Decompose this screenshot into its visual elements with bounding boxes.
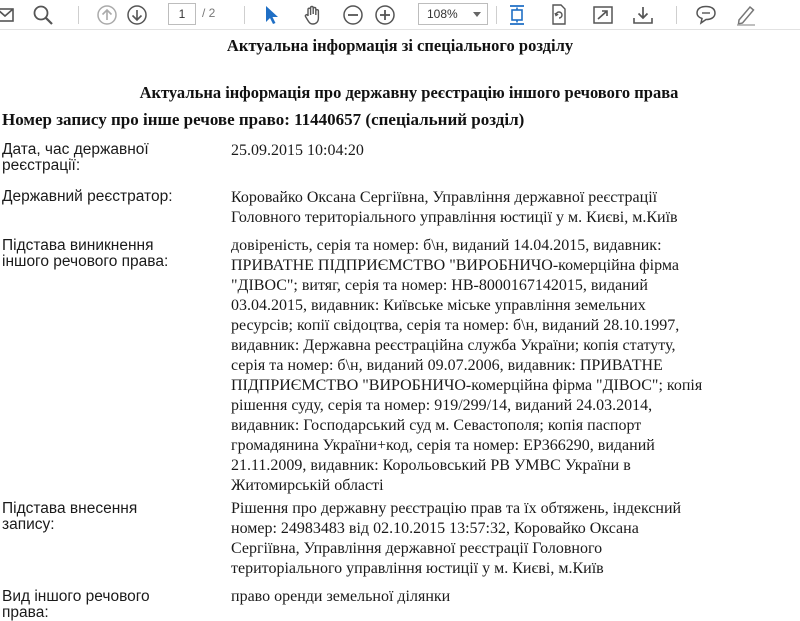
field-label-right-type: Вид іншого речового права:: [2, 588, 150, 621]
record-number: Номер запису про інше речове право: 11440657 (спеціальний розділ): [2, 110, 525, 129]
search-icon[interactable]: [30, 2, 56, 28]
document-heading: Актуальна інформація зі спеціального розділу: [226, 36, 574, 55]
page-total: / 2: [202, 6, 216, 20]
select-tool-icon[interactable]: [258, 2, 284, 28]
pdf-toolbar: [0, 0, 800, 30]
comment-icon[interactable]: [693, 2, 719, 28]
field-label-registrar: Державний реєстратор:: [2, 188, 173, 205]
field-value-registration-date: 25.09.2015 10:04:20: [231, 142, 364, 159]
field-value-basis-of-entry: Рішення про державну реєстрацію прав та їх обтяжень, індексний номер: 24983483 від 02.10.2015 13:57:32, Коровайко Оксана Сергіївна, Управління державної реєстрації Головного територіального управління юстиції у м. Києві, м.Київ: [231, 500, 682, 577]
field-label-basis-of-right: Підстава виникнення іншого речового права:: [2, 237, 169, 270]
zoom-level-value: 108%: [427, 7, 458, 21]
download-icon[interactable]: [630, 2, 656, 28]
email-icon[interactable]: [0, 2, 18, 28]
document-subheading: Актуальна інформація про державну реєстрацію іншого речового права: [139, 83, 679, 102]
next-page-button[interactable]: [124, 2, 150, 28]
fullscreen-icon[interactable]: [590, 2, 616, 28]
page-number-input[interactable]: 1: [168, 3, 196, 25]
field-value-right-type: право оренди земельної ділянки: [231, 588, 451, 605]
hand-tool-icon[interactable]: [300, 2, 326, 28]
previous-page-button[interactable]: [94, 2, 120, 28]
field-label-registration-date: Дата, час державної реєстрації:: [2, 141, 149, 174]
field-label-basis-of-entry: Підстава внесення запису:: [2, 500, 138, 533]
field-value-registrar: Коровайко Оксана Сергіївна, Управління державної реєстрації Головного територіального управління юстиції у м. Києві, м.Київ: [231, 189, 678, 226]
zoom-in-button[interactable]: [372, 2, 398, 28]
draw-pen-icon[interactable]: [733, 2, 759, 28]
zoom-out-button[interactable]: [340, 2, 366, 28]
rotate-page-icon[interactable]: [546, 2, 572, 28]
zoom-level-select[interactable]: [418, 3, 488, 25]
fit-page-icon[interactable]: [504, 2, 530, 28]
document-page: [0, 30, 800, 621]
chevron-down-icon: [473, 12, 481, 17]
field-value-basis-of-right: довіреність, серія та номер: б\н, виданий 14.04.2015, видавник: ПРИВАТНЕ ПІДПРИЄМСТВО "ВИРОБНИЧО-комерційна фірма "ДІВОС"; витяг, серія та номер: НВ-8000167142015, виданий 03.04.2015, видавник: Київське міське управління земельних ресурсів; копії свідоцтва, серія та номер: б\н, виданий 28.10.1997, видавник: Державна реєстраційна служба України; копія статуту, серія та номер: б\н, виданий 09.07.2006, видавник: ПРИВАТНЕ ПІДПРИЄМСТВО "ВИРОБНИЧО-комерційна фірма "ДІВОС"; копія рішення суду, серія та номер: 919/299/14, виданий 24.03.2014, видавник: Господарський суд м. Севастополя; копія паспорт громадянина України+код, серія та номер: ЕР366290, виданий 21.11.2009, видавник: Корольовський РВ УМВС України в Житомирській області: [231, 237, 703, 494]
